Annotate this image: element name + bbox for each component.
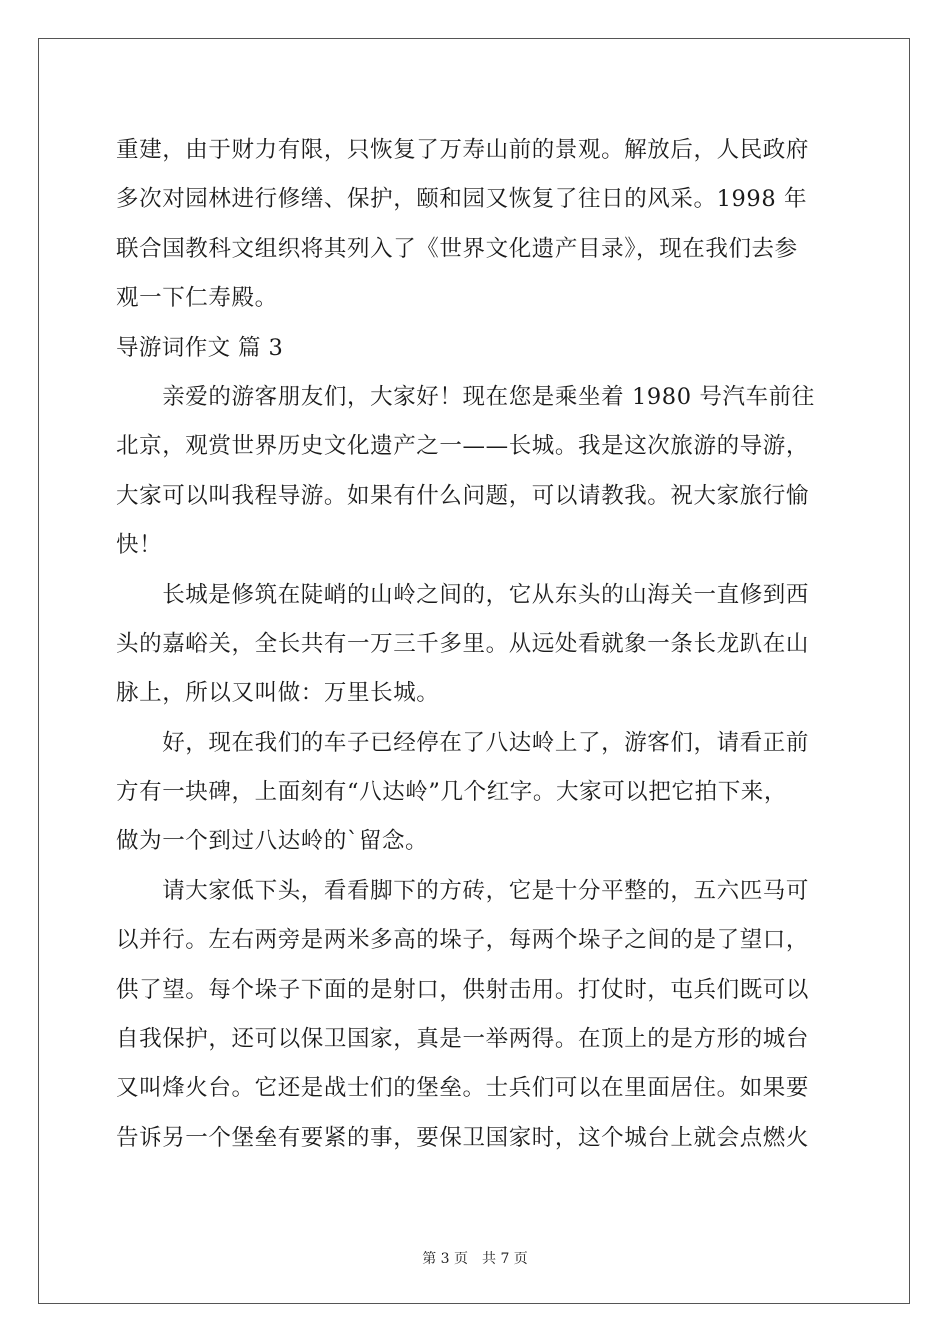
text-line: 大家可以叫我程导游。如果有什么问题，可以请教我。祝大家旅行愉 xyxy=(116,482,810,509)
text-line: 告诉另一个堡垒有要紧的事，要保卫国家时，这个城台上就会点燃火 xyxy=(116,1124,810,1151)
text-line: 头的嘉峪关，全长共有一万三千多里。从远处看就象一条长龙趴在山 xyxy=(116,630,810,657)
text-line: 观一下仁寿殿。 xyxy=(116,285,278,312)
text-line: 好，现在我们的车子已经停在了八达岭上了，游客们，请看正前 xyxy=(116,729,810,756)
text-line: 重建，由于财力有限，只恢复了万寿山前的景观。解放后，人民政府 xyxy=(116,137,810,163)
text-line: 请大家低下头，看看脚下的方砖，它是十分平整的，五六匹马可 xyxy=(116,877,810,904)
text-line: 快！ xyxy=(116,532,163,559)
text-line: 脉上，所以又叫做：万里长城。 xyxy=(116,680,440,707)
text-line: 长城是修筑在陡峭的山岭之间的，它从东头的山海关一直修到西 xyxy=(116,581,810,608)
text-line: 做为一个到过八达岭的`留念。 xyxy=(116,828,429,855)
text-line: 供了望。每个垛子下面的是射口，供射击用。打仗时，屯兵们既可以 xyxy=(116,976,810,1003)
page-number: 第 3 页 共 7 页 xyxy=(422,1251,528,1267)
text-line: 自我保护，还可以保卫国家，真是一举两得。在顶上的是方形的城台 xyxy=(116,1026,810,1053)
text-line: 方有一块碑，上面刻有“八达岭”几个红字。大家可以把它拍下来， xyxy=(116,779,788,806)
document-body xyxy=(116,126,836,1163)
text-line: 又叫烽火台。它还是战士们的堡垒。士兵们可以在里面居住。如果要 xyxy=(116,1075,810,1102)
text-line: 以并行。左右两旁是两米多高的垛子，每两个垛子之间的是了望口， xyxy=(116,927,810,954)
section-heading: 导游词作文 篇 3 xyxy=(116,334,284,361)
text-line: 联合国教科文组织将其列入了《世界文化遗产目录》，现在我们去参 xyxy=(116,235,798,262)
text-line: 多次对园林进行修缮、保护，颐和园又恢复了往日的风采。1998 年 xyxy=(116,186,808,213)
text-line: 亲爱的游客朋友们，大家好！现在您是乘坐着 1980 号汽车前往 xyxy=(116,383,815,410)
text-line: 北京，观赏世界历史文化遗产之一——长城。我是这次旅游的导游， xyxy=(116,433,810,460)
